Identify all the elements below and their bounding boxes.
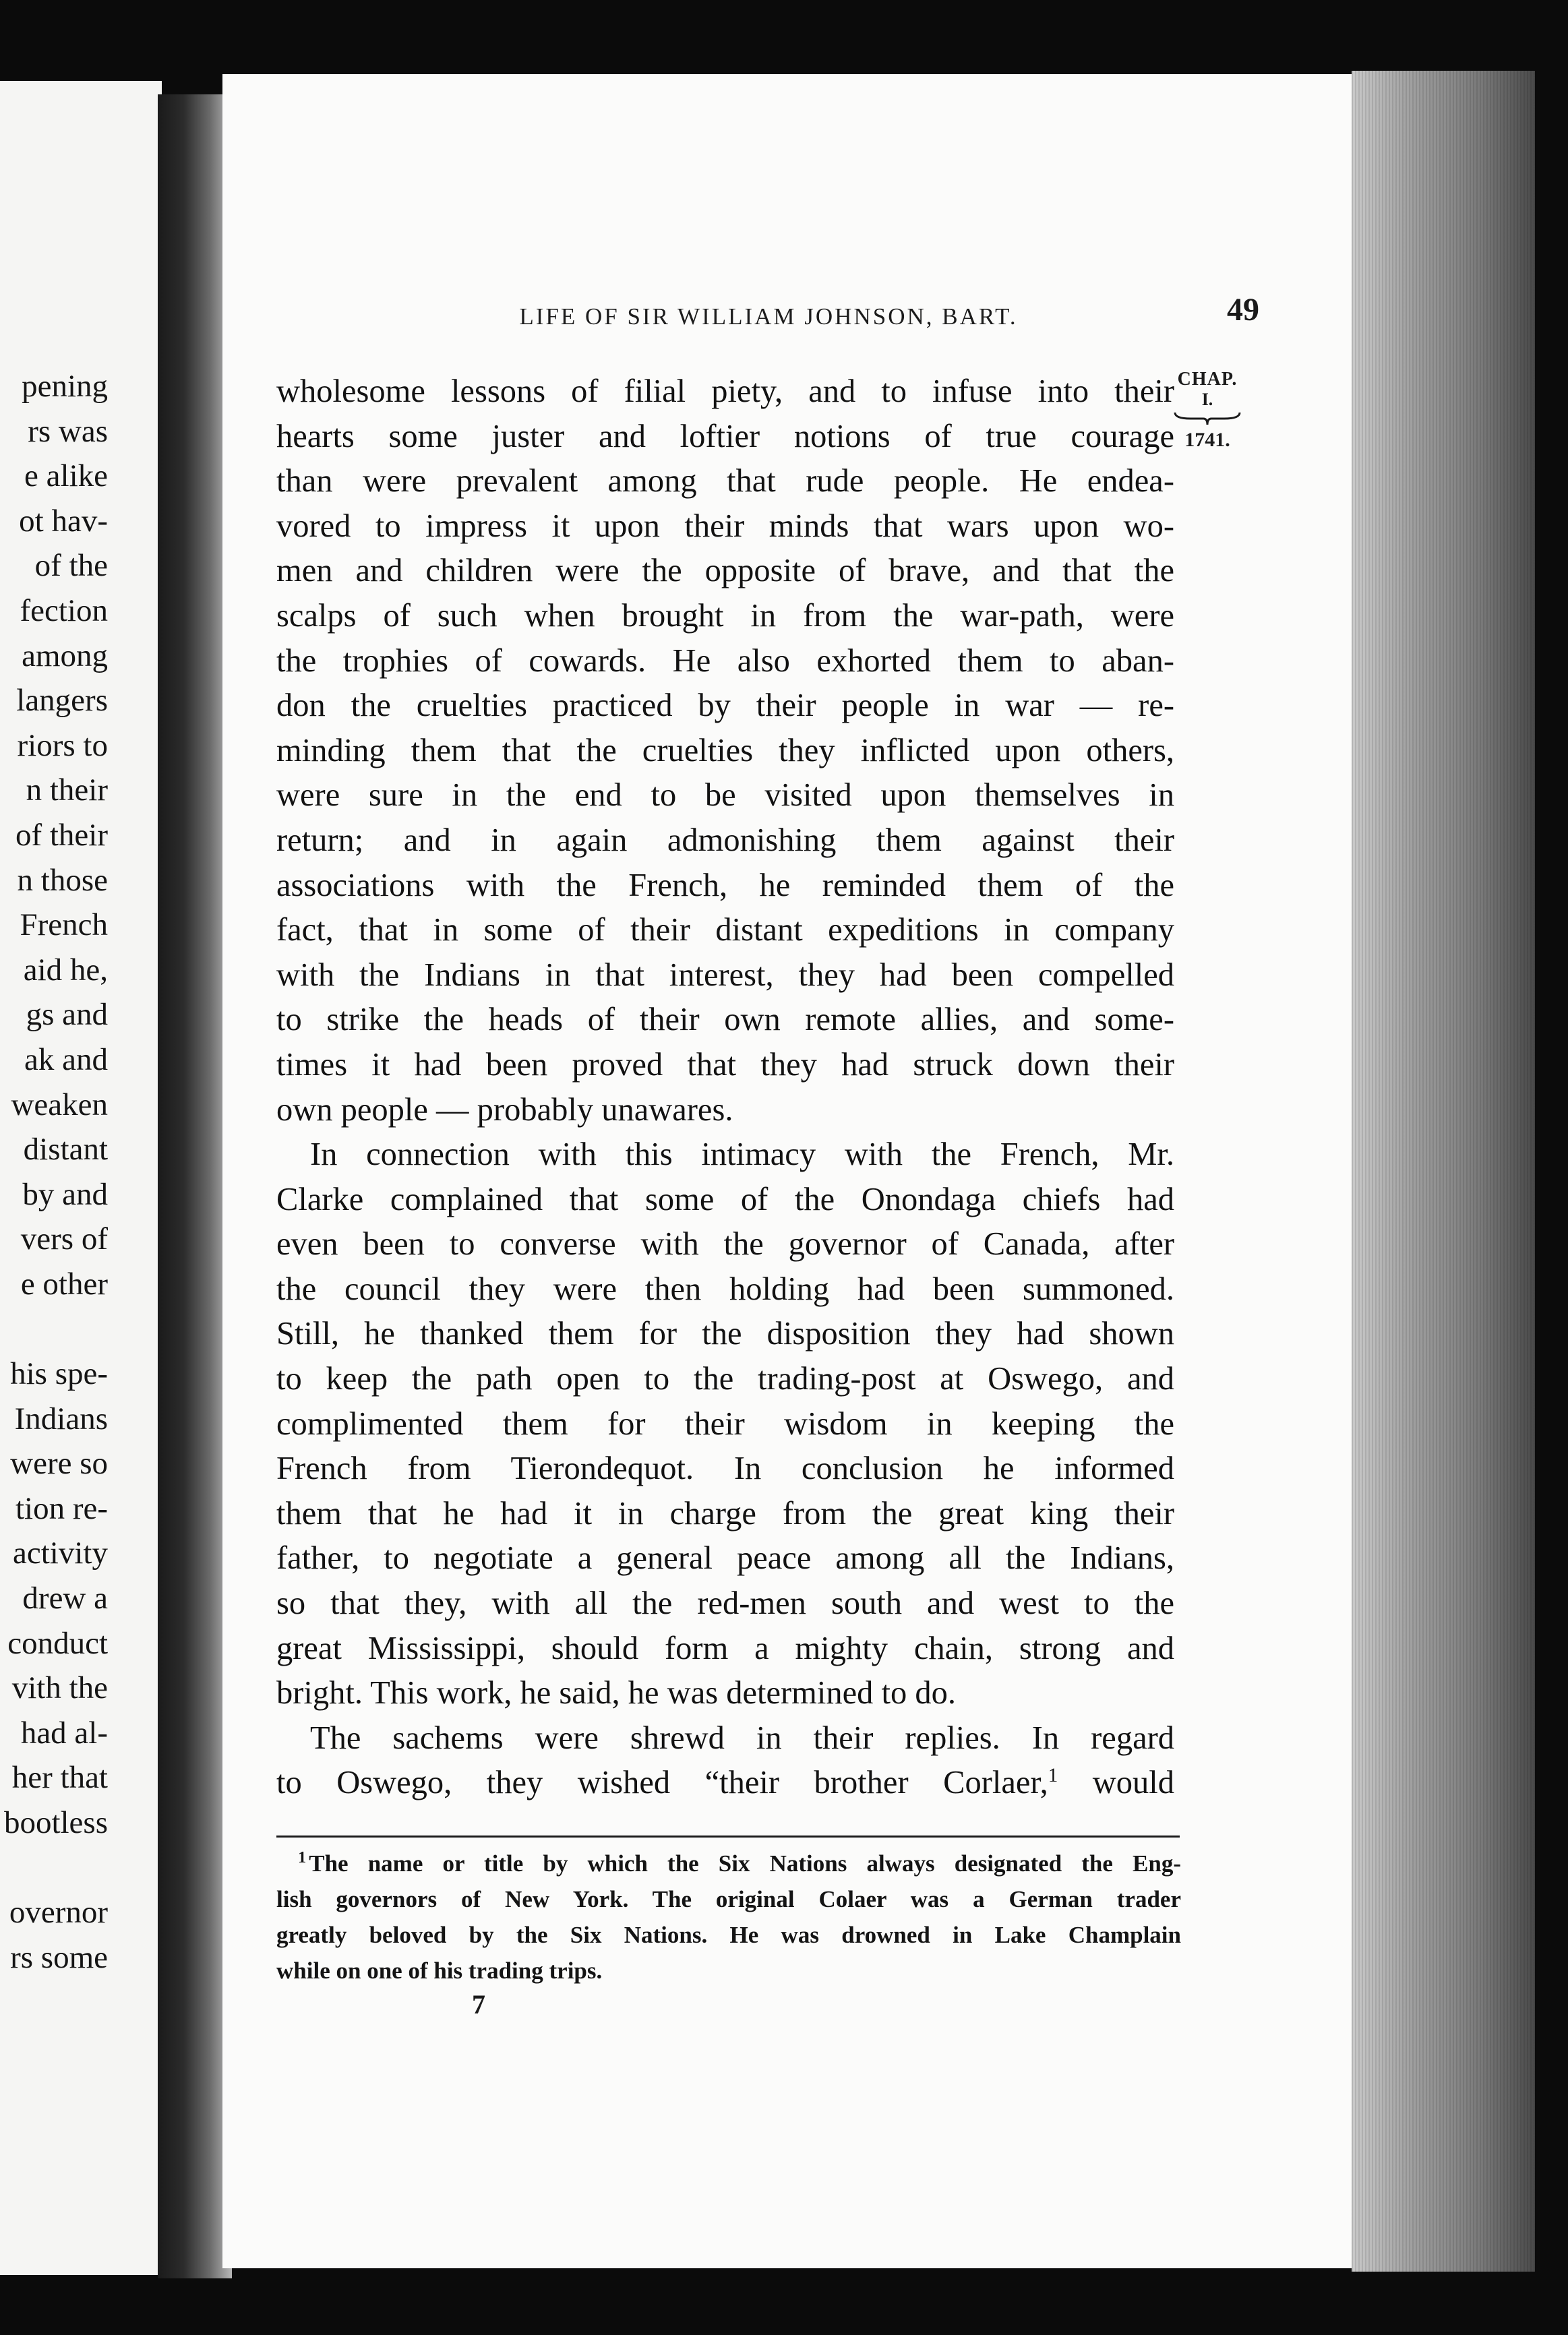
text-line: great Mississippi, should form a mighty chain, strong and [276, 1630, 1174, 1666]
text-line: complimented them for their wisdom in keeping the [276, 1405, 1174, 1442]
text-line: bright. This work, he said, he was determined to do. [276, 1675, 956, 1711]
text-line: scalps of such when brought in from the war-path, were [276, 597, 1174, 634]
previous-page-line: by and [22, 1176, 108, 1212]
text-line: return; and in again admonishing them against their [276, 822, 1174, 858]
previous-page-line: e alike [24, 458, 108, 494]
previous-page-line [0, 1846, 108, 1891]
footnote-line-text: The name or title by which the Six Nations always designated the Eng- [309, 1850, 1181, 1877]
book-gutter [158, 94, 232, 2278]
text-line-with-footnote-ref [276, 1761, 1174, 1806]
footnote-line: lish governors of New York. The original Colaer was a German trader [276, 1886, 1181, 1912]
margin-note-year: 1741. [1184, 429, 1230, 451]
signature-mark: 7 [472, 1989, 485, 2020]
text-line: to strike the heads of their own remote allies, and some- [276, 1002, 1174, 1038]
text-line-tail: would [1058, 1765, 1175, 1801]
text-line: Still, he thanked them for the disposition they had shown [276, 1316, 1174, 1352]
previous-page-line: aid he, [23, 952, 108, 988]
previous-page-line: drew a [22, 1581, 108, 1616]
text-line: times it had been proved that they had struck down their [276, 1046, 1174, 1083]
margin-note-chapter-number: I. [1201, 390, 1213, 409]
previous-page-line: of the [34, 548, 108, 584]
previous-page-line: n their [26, 772, 108, 808]
previous-page [0, 81, 162, 2275]
previous-page-line: rs was [28, 413, 108, 449]
previous-page-line: langers [16, 683, 108, 719]
text-line: hearts some juster and loftier notions of true courage [276, 418, 1174, 454]
previous-page-line: riors to [17, 727, 108, 763]
text-line: don the cruelties practiced by their people in war — re- [276, 688, 1174, 724]
previous-page-line: gs and [26, 997, 108, 1033]
footnote-reference: 1 [1048, 1765, 1058, 1787]
previous-page-line: n those [17, 862, 108, 898]
body-text [276, 369, 1174, 1806]
previous-page-line: among [22, 638, 108, 673]
text-line: the trophies of cowards. He also exhorted them to aban- [276, 642, 1174, 679]
previous-page-line: French [20, 907, 108, 943]
previous-page-line: of their [15, 817, 108, 853]
footnote-line: greatly beloved by the Six Nations. He was drowned in Lake Champlain [276, 1922, 1181, 1948]
text-line: father, to negotiate a general peace among all the Indians, [276, 1540, 1174, 1577]
running-head: LIFE OF SIR WILLIAM JOHNSON, BART. [519, 303, 1018, 330]
brace-icon [1174, 411, 1241, 426]
previous-page-line: were so [10, 1446, 108, 1482]
previous-page-text [0, 364, 108, 1980]
previous-page-line: ak and [24, 1041, 108, 1077]
text-line-content: to Oswego, they wished “their brother Corlaer, [276, 1765, 1048, 1801]
text-line: to keep the path open to the trading-post at Oswego, and [276, 1361, 1174, 1397]
text-line: fact, that in some of their distant expeditions in company [276, 912, 1174, 948]
text-line: Clarke complained that some of the Onondaga chiefs had [276, 1181, 1174, 1217]
previous-page-line: conduct [7, 1625, 108, 1661]
footnote-divider [276, 1836, 1180, 1838]
previous-page-line: ot hav- [19, 503, 108, 539]
footnote [276, 1846, 1181, 1989]
previous-page-line: overnor [9, 1895, 108, 1931]
text-line: than were prevalent among that rude people. He endea- [276, 463, 1174, 499]
previous-page-line: pening [22, 369, 108, 404]
page-number: 49 [1227, 292, 1259, 328]
previous-page-line: tion re- [15, 1490, 108, 1526]
text-line: wholesome lessons of filial piety, and to infuse into their [276, 373, 1174, 409]
text-line: minding them that the cruelties they inflicted upon others, [276, 732, 1174, 768]
previous-page-line: had al- [20, 1715, 108, 1751]
margin-note-chap: CHAP. [1177, 369, 1238, 390]
text-line: the council they were then holding had been summoned. [276, 1271, 1174, 1307]
text-line: associations with the French, he reminded them of the [276, 867, 1174, 903]
previous-page-line: his spe- [10, 1356, 108, 1392]
previous-page-line: vers of [20, 1221, 108, 1257]
previous-page-line: vith the [11, 1670, 108, 1706]
previous-page-line: weaken [11, 1087, 108, 1122]
page-fore-edge [1352, 71, 1535, 2272]
previous-page-line: rs some [10, 1939, 108, 1975]
text-line: even been to converse with the governor of Canada, after [276, 1226, 1174, 1263]
previous-page-line: bootless [3, 1805, 108, 1840]
previous-page-line: Indians [14, 1401, 108, 1436]
paragraph-start-line: In connection with this intimacy with the French, Mr. [310, 1136, 1174, 1173]
previous-page-line: fection [20, 593, 108, 628]
previous-page-line: her that [11, 1760, 108, 1796]
text-line: were sure in the end to be visited upon themselves in [276, 777, 1174, 814]
text-line: them that he had it in charge from the great king their [276, 1495, 1174, 1532]
footnote-line: while on one of his trading trips. [276, 1958, 603, 1984]
text-line: French from Tierondequot. In conclusion he informed [276, 1451, 1174, 1487]
previous-page-line: e other [20, 1266, 108, 1302]
text-line: own people — probably unawares. [276, 1091, 733, 1128]
footnote-line [276, 1846, 1181, 1881]
previous-page-line: distant [23, 1132, 108, 1168]
previous-page-line [0, 1306, 108, 1352]
margin-note [1170, 369, 1245, 450]
previous-page-line: activity [13, 1536, 108, 1571]
text-line: with the Indians in that interest, they had been compelled [276, 957, 1174, 993]
text-line: men and children were the opposite of brave, and that the [276, 553, 1174, 589]
text-line: so that they, with all the red-men south and west to the [276, 1585, 1174, 1622]
text-line: vored to impress it upon their minds that wars upon wo- [276, 508, 1174, 544]
footnote-number: 1 [298, 1848, 307, 1867]
paragraph-start-line: The sachems were shrewd in their replies. In regard [310, 1720, 1174, 1756]
